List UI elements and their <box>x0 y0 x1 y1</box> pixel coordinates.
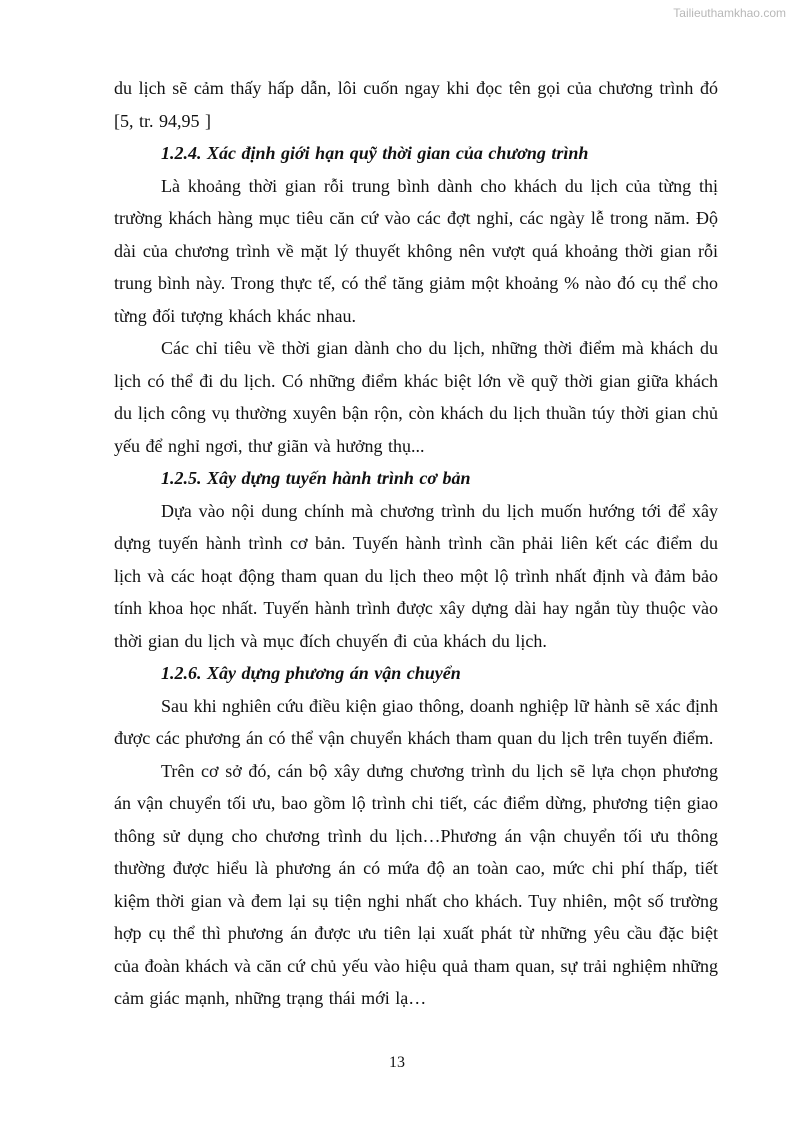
paragraph: Dựa vào nội dung chính mà chương trình du lịch muốn hướng tới để xây dựng tuyến hành trình cơ bản. Tuyến hành trình cần phải liên kết các điểm du lịch và các hoạt động tham quan du lịch theo một lộ trình nhất định và đảm bảo tính khoa học nhất. Tuyến hành trình được xây dựng dài hay ngắn tùy thuộc vào thời gian du lịch và mục đích chuyến đi của khách du lịch. <box>114 500 718 651</box>
document-body <box>114 72 718 1015</box>
section-heading: 1.2.4. Xác định giới hạn quỹ thời gian của chương trình <box>161 143 589 163</box>
section-heading: 1.2.6. Xây dựng phương án vận chuyển <box>161 663 461 683</box>
paragraph: Trên cơ sở đó, cán bộ xây dưng chương trình du lịch sẽ lựa chọn phương án vận chuyển tối ưu, bao gồm lộ trình chi tiết, các điểm dừng, phương tiện giao thông sử dụng cho chương trình du lịch…Phương án vận chuyển tối ưu thông thường được hiểu là phương án có mứa độ an toàn cao, mức chi phí thấp, tiết kiệm thời gian và đem lại sụ tiện nghi nhất cho khách. Tuy nhiên, một số trường hợp cụ thể thì phương án được ưu tiên lại xuất phát từ những yêu cầu đặc biệt của đoàn khách và căn cứ chủ yếu vào hiệu quả tham quan, sự trải nghiệm những cảm giác mạnh, những trạng thái mới lạ… <box>114 760 718 1008</box>
paragraph: Là khoảng thời gian rỗi trung bình dành cho khách du lịch của từng thị trường khách hàng mục tiêu căn cứ vào các đợt nghỉ, các ngày lễ trong năm. Độ dài của chương trình về mặt lý thuyết không nên vượt quá khoảng thời gian rỗi trung bình này. Trong thực tế, có thể tăng giảm một khoảng % nào đó cụ thể cho từng đối tượng khách khác nhau. <box>114 175 718 326</box>
paragraph: Sau khi nghiên cứu điều kiện giao thông, doanh nghiệp lữ hành sẽ xác định được các phương án có thể vận chuyển khách tham quan du lịch trên tuyến điểm. <box>114 695 718 748</box>
page-number: 13 <box>389 1054 405 1071</box>
section-heading: 1.2.5. Xây dựng tuyến hành trình cơ bản <box>161 468 471 488</box>
watermark: Tailieuthamkhao.com <box>673 6 786 20</box>
paragraph: du lịch sẽ cảm thấy hấp dẫn, lôi cuốn ngay khi đọc tên gọi của chương trình đó [5, tr. 94,95 ] <box>114 78 718 131</box>
paragraph: Các chỉ tiêu về thời gian dành cho du lịch, những thời điểm mà khách du lịch có thể đi du lịch. Có những điểm khác biệt lớn về quỹ thời gian giữa khách du lịch công vụ thường xuyên bận rộn, còn khách du lịch thuần túy thời gian chủ yếu để nghỉ ngơi, thư giãn và hưởng thụ... <box>114 338 718 456</box>
